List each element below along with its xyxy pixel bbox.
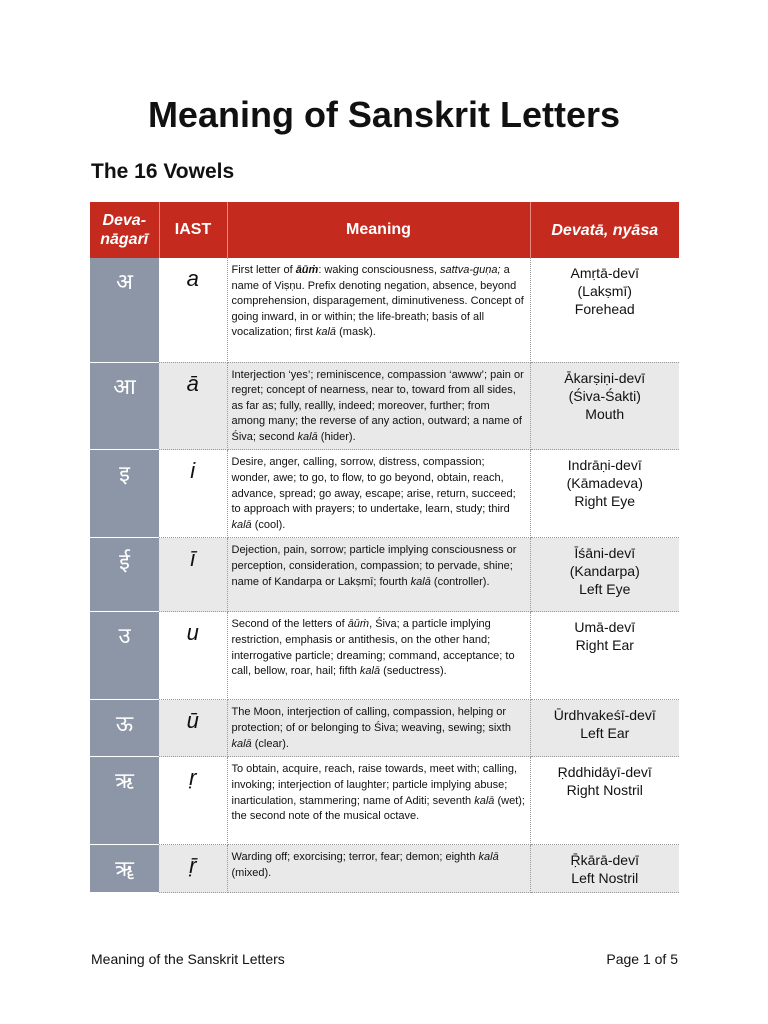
- devanagari-letter: आ: [90, 362, 159, 450]
- iast-transliteration: i: [159, 450, 227, 538]
- devanagari-letter: ॠ: [90, 845, 159, 893]
- devanagari-letter: ई: [90, 538, 159, 612]
- devanagari-letter: अ: [90, 258, 159, 362]
- devata-line: (Kāmadeva): [566, 475, 643, 492]
- devata-nyasa: [530, 362, 679, 450]
- table-header: [90, 202, 679, 258]
- devata-nyasa: [530, 258, 679, 362]
- devata-line: Īśāni-devī: [574, 545, 636, 562]
- vowels-table: [90, 202, 679, 893]
- devanagari-letter: ऊ: [90, 700, 159, 757]
- footer-document-title: Meaning of the Sanskrit Letters: [91, 951, 285, 967]
- table-row: [90, 538, 679, 612]
- meaning-text: Second of the letters of āūṁ, Śiva; a particle implying restriction, emphasis or antithesis, on the other hand; interrogative particle; dreaming; command, acceptance; to call, bellow, roar, hail; fifth kalā (seductress).: [227, 612, 530, 700]
- iast-transliteration: ū: [159, 700, 227, 757]
- header-meaning: Meaning: [227, 202, 530, 258]
- devanagari-letter: इ: [90, 450, 159, 538]
- meaning-text: The Moon, interjection of calling, compassion, helping or protection; of or belonging to Śiva; weaving, sewing; sixth kalā (clear).: [227, 700, 530, 757]
- devata-nyasa: [530, 538, 679, 612]
- table-row: [90, 757, 679, 845]
- devata-line: Umā-devī: [574, 619, 636, 636]
- devata-line: Left Eye: [579, 581, 631, 598]
- table-row: [90, 612, 679, 700]
- devata-line: Amṛtā-devī: [570, 265, 639, 281]
- meaning-text: Dejection, pain, sorrow; particle implying consciousness or perception, consideration, compassion; to pervade, shine; name of Kandarpa or Lakṣmī; fourth kalā (controller).: [227, 538, 530, 612]
- devata-line: Right Nostril: [566, 782, 643, 799]
- table-body: [90, 258, 679, 893]
- header-devanagari: Deva- nāgarī: [90, 202, 159, 258]
- devata-line: Left Ear: [580, 725, 630, 742]
- iast-transliteration: ā: [159, 362, 227, 450]
- devata-line: Mouth: [585, 405, 625, 422]
- devata-line: Ūrdhvakeśī-devī: [553, 707, 656, 724]
- meaning-text: To obtain, acquire, reach, raise towards, meet with; calling, invoking; interjection of laughter; particle implying abuse; inarticulation, stammering; name of Aditi; seventh kalā (wet); the second note of the musical octave.: [227, 757, 530, 845]
- devata-nyasa: [530, 450, 679, 538]
- meaning-text: First letter of āūṁ: waking consciousness, sattva-guṇa; a name of Viṣṇu. Prefix denoting negation, absence, beyond comprehension, disparagement, diminutiveness. Concept of going inward, in or within; the life-breath; basis of all vocalization; first kalā (mask).: [227, 258, 530, 362]
- iast-transliteration: ī: [159, 538, 227, 612]
- header-iast: IAST: [159, 202, 227, 258]
- devata-line: Right Eye: [574, 493, 636, 510]
- meaning-text: Desire, anger, calling, sorrow, distress, compassion; wonder, awe; to go, to flow, to go beyond, obtain, reach, advance, spread; go away, escape; arise, return, succeed; to approach with prayers; to undertake, learn, study; third kalā (cool).: [227, 450, 530, 538]
- devata-line: (Lakṣmī): [577, 283, 632, 299]
- iast-transliteration: a: [159, 258, 227, 362]
- table-row: [90, 845, 679, 893]
- devata-nyasa: [530, 612, 679, 700]
- devata-line: Ākarṣiṇi-devī: [564, 369, 646, 386]
- table-row: [90, 450, 679, 538]
- meaning-text: Interjection ‘yes’; reminiscence, compassion ‘awww’; pain or regret; concept of nearness, near to, toward from all sides, as far as; fully, reallly, indeed; moreover, further; from among many; the reverse of any action, outward; a name of Śiva; second kalā (hider).: [227, 362, 530, 450]
- iast-transliteration: ṝ: [159, 845, 227, 893]
- devata-line: Right Ear: [575, 637, 634, 654]
- iast-transliteration: ṛ: [159, 757, 227, 845]
- iast-transliteration: u: [159, 612, 227, 700]
- devata-line: Indrāṇi-devī: [567, 457, 642, 474]
- devanagari-letter: उ: [90, 612, 159, 700]
- section-title: The 16 Vowels: [91, 160, 235, 183]
- table-row: [90, 700, 679, 757]
- table-row: [90, 362, 679, 450]
- devata-line: (Śiva-Śakti): [568, 387, 641, 404]
- table-row: [90, 258, 679, 362]
- devata-line: Ṝkārā-devī: [570, 852, 639, 869]
- devata-line: (Kandarpa): [569, 563, 640, 580]
- devata-nyasa: [530, 757, 679, 845]
- footer-page-number: Page 1 of 5: [606, 951, 678, 967]
- meaning-text: Warding off; exorcising; terror, fear; demon; eighth kalā (mixed).: [227, 845, 530, 893]
- header-devata: Devatā, nyāsa: [530, 202, 679, 258]
- devanagari-letter: ऋ: [90, 757, 159, 845]
- devata-nyasa: [530, 845, 679, 893]
- devata-nyasa: [530, 700, 679, 757]
- devata-line: Forehead: [574, 301, 635, 317]
- devata-line: Ṛddhidāyī-devī: [557, 764, 652, 781]
- page-title: Meaning of Sanskrit Letters: [147, 94, 621, 135]
- devata-line: Left Nostril: [571, 870, 639, 887]
